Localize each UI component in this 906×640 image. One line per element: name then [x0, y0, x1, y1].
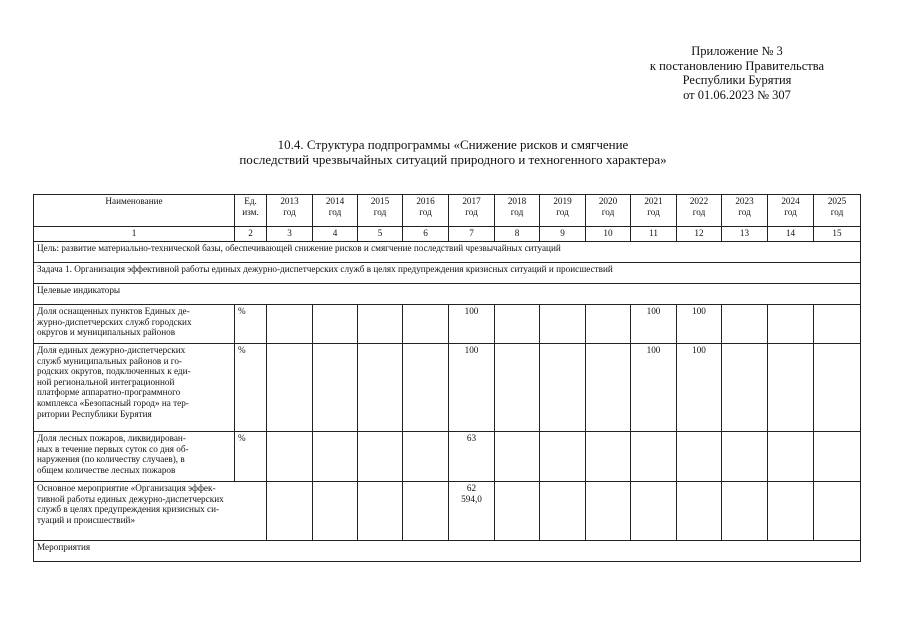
- header-unit-line: изм.: [242, 206, 259, 217]
- header-unit: [235, 195, 267, 227]
- row-name-line: ной региональной интеграционной: [37, 376, 175, 387]
- value-cell: [449, 482, 495, 541]
- indicators-label-row: [34, 284, 861, 305]
- header-year-2015: [358, 195, 403, 227]
- row-name-line: ных в течение первых суток со дня об-: [37, 443, 189, 454]
- column-number: 6: [403, 227, 449, 242]
- subprogram-structure-table: [33, 194, 861, 562]
- row-name-line: Доля оснащенных пунктов Единых де-: [37, 306, 190, 316]
- value-line: 62: [466, 483, 477, 493]
- value-cell: [267, 305, 313, 344]
- value-cell: 100: [631, 305, 677, 344]
- row-name: [34, 344, 235, 432]
- value-line: 594,0: [461, 493, 482, 504]
- row-name-line: служб в целях предупреждения кризисных си-: [37, 504, 220, 515]
- indicators-label: Целевые индикаторы: [34, 284, 861, 305]
- value-cell: 100: [677, 305, 722, 344]
- header-year-unit: год: [283, 206, 296, 217]
- value-cell: [586, 344, 631, 432]
- row-name-line: тивной работы единых дежурно-диспетчерских: [37, 493, 224, 504]
- value-cell: [631, 482, 677, 541]
- column-number: 15: [814, 227, 861, 242]
- appendix-line: Республики Бурятия: [682, 73, 792, 87]
- header-year-value: 2023: [735, 196, 754, 206]
- task-row: [34, 263, 861, 284]
- header-year-value: 2017: [462, 196, 481, 206]
- row-name-line: Основное мероприятие «Организация эффек-: [37, 483, 216, 493]
- column-number: 10: [586, 227, 631, 242]
- header-year-unit: год: [556, 206, 569, 217]
- header-year-value: 2025: [827, 196, 847, 206]
- main-event-row: [34, 482, 861, 541]
- value-cell: [768, 432, 814, 482]
- value-cell: [540, 305, 586, 344]
- unit-cell: %: [235, 432, 267, 482]
- column-number: 13: [722, 227, 768, 242]
- value-cell: [495, 482, 540, 541]
- row-name: [34, 432, 235, 482]
- value-cell: [814, 432, 861, 482]
- value-cell: [677, 432, 722, 482]
- column-number: 12: [677, 227, 722, 242]
- row-name-line: комплекса «Безопасный город» на тер-: [37, 397, 189, 408]
- appendix-line: Приложение № 3: [691, 44, 783, 58]
- header-unit-line: Ед.: [244, 196, 257, 206]
- document-title: [150, 137, 756, 167]
- column-number: 4: [313, 227, 358, 242]
- header-year-unit: год: [601, 206, 615, 217]
- value-cell: [586, 305, 631, 344]
- header-year-2021: [631, 195, 677, 227]
- header-year-2014: [313, 195, 358, 227]
- header-year-2023: [722, 195, 768, 227]
- value-cell: 100: [677, 344, 722, 432]
- column-number: 9: [540, 227, 586, 242]
- header-year-2019: [540, 195, 586, 227]
- task-cell: Задача 1. Организация эффективной работы единых дежурно-диспетчерских служб в целях предупреждения кризисных ситуаций и происшествий: [34, 263, 861, 284]
- value-cell: [267, 432, 313, 482]
- events-label: Мероприятия: [34, 541, 861, 562]
- value-cell: [722, 344, 768, 432]
- column-number-row: [34, 227, 861, 242]
- unit-cell: %: [235, 305, 267, 344]
- header-year-2024: [768, 195, 814, 227]
- column-number: 5: [358, 227, 403, 242]
- value-cell: [313, 344, 358, 432]
- header-year-unit: год: [830, 206, 844, 217]
- header-year-2016: [403, 195, 449, 227]
- column-number: 14: [768, 227, 814, 242]
- header-year-unit: год: [784, 206, 797, 217]
- value-cell: [540, 482, 586, 541]
- value-cell: [768, 482, 814, 541]
- row-name-line: журно-диспетчерских служб городских: [37, 316, 192, 327]
- header-year-value: 2015: [370, 196, 390, 206]
- value-cell: [495, 344, 540, 432]
- row-name-line: платформе аппаратно-программного: [37, 387, 181, 398]
- title-line: 10.4. Структура подпрограммы «Снижение рисков и смягчение: [277, 137, 629, 152]
- header-name: Наименование: [34, 195, 235, 227]
- header-year-value: 2014: [325, 196, 345, 206]
- appendix-line: от 01.06.2023 № 307: [683, 87, 791, 102]
- value-cell: [403, 344, 449, 432]
- indicator-row: [34, 432, 861, 482]
- title-line: последствий чрезвычайных ситуаций природного и техногенного характера»: [239, 152, 667, 167]
- value-cell: [495, 305, 540, 344]
- value-cell: [540, 432, 586, 482]
- value-cell: [677, 482, 722, 541]
- row-name-line: служб муниципальных районов и го-: [37, 355, 182, 366]
- column-number: 8: [495, 227, 540, 242]
- column-number: 2: [235, 227, 267, 242]
- header-year-unit: год: [738, 206, 751, 217]
- header-year-value: 2021: [644, 196, 663, 206]
- value-cell: [768, 344, 814, 432]
- value-cell: [814, 305, 861, 344]
- header-year-unit: год: [465, 206, 478, 217]
- value-cell: [814, 482, 861, 541]
- value-cell: [267, 482, 313, 541]
- appendix-line: к постановлению Правительства: [649, 58, 825, 73]
- value-cell: 63: [449, 432, 495, 482]
- value-cell: [586, 432, 631, 482]
- row-name-line: ритории Республики Бурятия: [37, 408, 152, 419]
- header-year-value: 2022: [689, 196, 709, 206]
- row-name-line: туаций и происшествий»: [37, 514, 136, 525]
- header-year-2013: [267, 195, 313, 227]
- column-number: 11: [631, 227, 677, 242]
- column-number: 3: [267, 227, 313, 242]
- header-year-value: 2024: [781, 196, 800, 206]
- header-year-2020: [586, 195, 631, 227]
- header-year-unit: год: [328, 206, 342, 217]
- row-name-line: Доля единых дежурно-диспетчерских: [37, 345, 186, 355]
- value-cell: [313, 305, 358, 344]
- header-year-unit: год: [419, 206, 432, 217]
- header-year-value: 2013: [280, 196, 299, 206]
- value-cell: [313, 432, 358, 482]
- header-year-2018: [495, 195, 540, 227]
- value-cell: [586, 482, 631, 541]
- header-year-unit: год: [692, 206, 706, 217]
- indicator-row: [34, 305, 861, 344]
- value-cell: [358, 305, 403, 344]
- row-name-line: Доля лесных пожаров, ликвидирован-: [37, 433, 186, 443]
- header-year-unit: год: [647, 206, 660, 217]
- header-year-unit: год: [373, 206, 387, 217]
- goal-cell: Цель: развитие материально-технической базы, обеспечивающей снижение рисков и смягчение последствий чрезвычайных ситуаций: [34, 242, 861, 263]
- value-cell: [267, 344, 313, 432]
- value-cell: [358, 344, 403, 432]
- value-cell: [722, 305, 768, 344]
- column-number: 7: [449, 227, 495, 242]
- row-name: [34, 482, 267, 541]
- header-year-2025: [814, 195, 861, 227]
- header-year-value: 2020: [598, 196, 618, 206]
- value-cell: [358, 482, 403, 541]
- header-year-value: 2016: [416, 196, 435, 206]
- value-cell: [313, 482, 358, 541]
- row-name: [34, 305, 235, 344]
- header-year-2017: [449, 195, 495, 227]
- value-cell: 100: [449, 344, 495, 432]
- value-cell: [403, 482, 449, 541]
- events-label-row: [34, 541, 861, 562]
- row-name-line: округов и муниципальных районов: [37, 327, 176, 338]
- table-header-row: [34, 195, 861, 227]
- appendix-block: [612, 44, 862, 102]
- column-number: 1: [34, 227, 235, 242]
- header-year-unit: год: [510, 206, 524, 217]
- value-cell: [814, 344, 861, 432]
- value-cell: [358, 432, 403, 482]
- value-cell: [722, 482, 768, 541]
- row-name-line: родских округов, подключенных к еди-: [37, 366, 191, 377]
- value-cell: [768, 305, 814, 344]
- value-cell: [403, 305, 449, 344]
- value-cell: 100: [449, 305, 495, 344]
- header-year-value: 2018: [507, 196, 527, 206]
- value-cell: 100: [631, 344, 677, 432]
- header-year-2022: [677, 195, 722, 227]
- value-cell: [631, 432, 677, 482]
- row-name-line: общем количестве лесных пожаров: [37, 464, 176, 475]
- value-cell: [495, 432, 540, 482]
- indicator-row: [34, 344, 861, 432]
- unit-cell: %: [235, 344, 267, 432]
- goal-row: [34, 242, 861, 263]
- value-cell: [722, 432, 768, 482]
- value-cell: [403, 432, 449, 482]
- value-cell: [540, 344, 586, 432]
- row-name-line: наружения (по количеству случаев), в: [37, 454, 185, 465]
- header-year-value: 2019: [553, 196, 572, 206]
